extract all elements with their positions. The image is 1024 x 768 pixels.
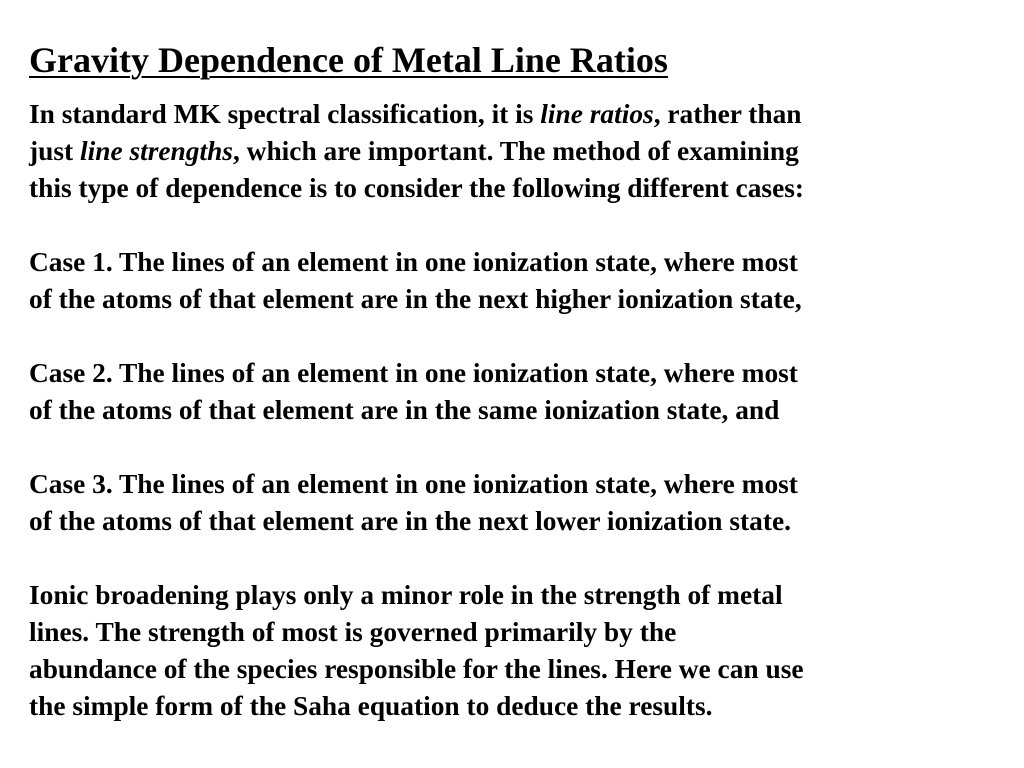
intro-paragraph [29, 96, 1001, 207]
conclusion-line-2: lines. The strength of most is governed primarily by the [29, 617, 677, 647]
case-3-line-2: of the atoms of that element are in the next lower ionization state. [29, 506, 791, 536]
intro-line-2 [29, 133, 1001, 170]
intro-text: just [29, 136, 80, 166]
case-1-paragraph [29, 244, 1001, 318]
intro-text: , rather than [653, 99, 802, 129]
conclusion-paragraph [29, 577, 1001, 725]
intro-text: In standard MK spectral classification, it is [29, 99, 541, 129]
emphasis-line-ratios: line ratios [540, 99, 654, 129]
case-2-line-2: of the atoms of that element are in the same ionization state, and [29, 395, 780, 425]
case-1-line-1: Case 1. The lines of an element in one ionization state, where most [29, 247, 798, 277]
conclusion-line-1: Ionic broadening plays only a minor role in the strength of metal [29, 580, 783, 610]
case-3-line-1: Case 3. The lines of an element in one ionization state, where most [29, 469, 798, 499]
intro-line-3: this type of dependence is to consider the following different cases: [29, 173, 805, 203]
intro-line-1 [29, 96, 1001, 133]
conclusion-line-4: the simple form of the Saha equation to deduce the results. [29, 691, 713, 721]
case-2-paragraph [29, 355, 1001, 429]
conclusion-line-3: abundance of the species responsible for the lines. Here we can use [29, 654, 804, 684]
slide-title: Gravity Dependence of Metal Line Ratios [29, 40, 668, 80]
slide [29, 38, 1001, 725]
emphasis-line-strengths: line strengths [79, 136, 233, 166]
intro-text: , which are important. The method of examining [232, 136, 799, 166]
case-3-paragraph [29, 466, 1001, 540]
case-2-line-1: Case 2. The lines of an element in one ionization state, where most [29, 358, 798, 388]
case-1-line-2: of the atoms of that element are in the next higher ionization state, [29, 284, 802, 314]
